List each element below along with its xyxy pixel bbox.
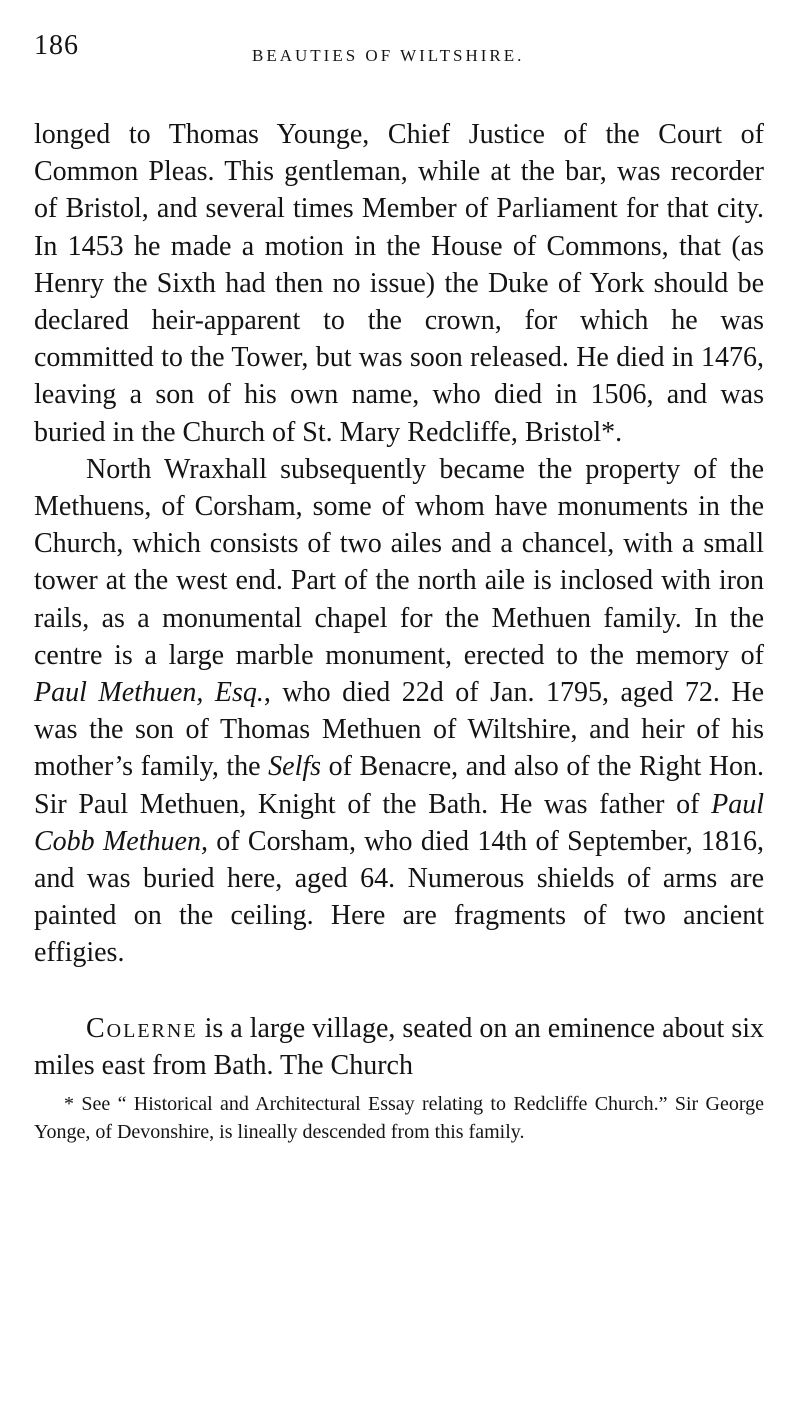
text-segment: of Benacre, and also of the Right Hon. Sir Paul Methuen, Knight of the Bath. He was father of xyxy=(34,751,764,820)
italic-name-paul-methuen: Paul Methuen, Esq. xyxy=(34,677,264,709)
page-number: 186 xyxy=(34,30,79,61)
text-segment: is a large village, seated on an eminence about six miles east from Bath. The Church xyxy=(34,1012,764,1081)
text-segment: of Corsham, who died 14th of September, 1816, and was buried here, aged 64. Numerous shields of arms are painted on the ceiling. Here are fragments of two ancient effigies. xyxy=(34,825,765,969)
page-header xyxy=(34,24,764,76)
italic-name-selfs: Selfs xyxy=(268,751,322,783)
italic-name-paul-cobb-methuen: Paul Cobb Methuen, xyxy=(34,788,764,857)
paragraph-north-wraxhall xyxy=(34,451,764,972)
text-segment: , who died 22d of Jan. 1795, aged 72. He was the son of Thomas Methuen of Wiltshire, and heir of his mother’s family, the xyxy=(34,677,764,783)
place-name-colerne: Colerne xyxy=(86,1012,198,1044)
paragraph-colerne xyxy=(34,1010,764,1084)
text-segment: North Wraxhall subsequently became the property of the Methuens, of Corsham, some of whom have monuments in the Church, which consists of two ailes and a chancel, with a small tower at the west end. Part of the north aile is inclosed with iron rails, as a monumental chapel for the Methuen family. In the centre is a large marble monument, erected to the memory of xyxy=(34,453,764,671)
footnote: * See “ Historical and Architectural Essay relating to Redcliffe Church.” Sir George Yonge, of Devonshire, is lineally descended from this family. xyxy=(34,1093,764,1144)
paragraph-thomas-younge: longed to Thomas Younge, Chief Justice of the Court of Common Pleas. This gentleman, while at the bar, was recorder of Bristol, and several times Member of Parliament for that city. In 1453 he made a motion in the House of Commons, that (as Henry the Sixth had then no issue) the Duke of York should be declared heir-apparent to the crown, for which he was committed to the Tower, but was soon released. He died in 1476, leaving a son of his own name, who died in 1506, and was buried in the Church of St. Mary Redcliffe, Bristol*. xyxy=(34,119,764,448)
running-title: BEAUTIES OF WILTSHIRE. xyxy=(252,46,525,65)
